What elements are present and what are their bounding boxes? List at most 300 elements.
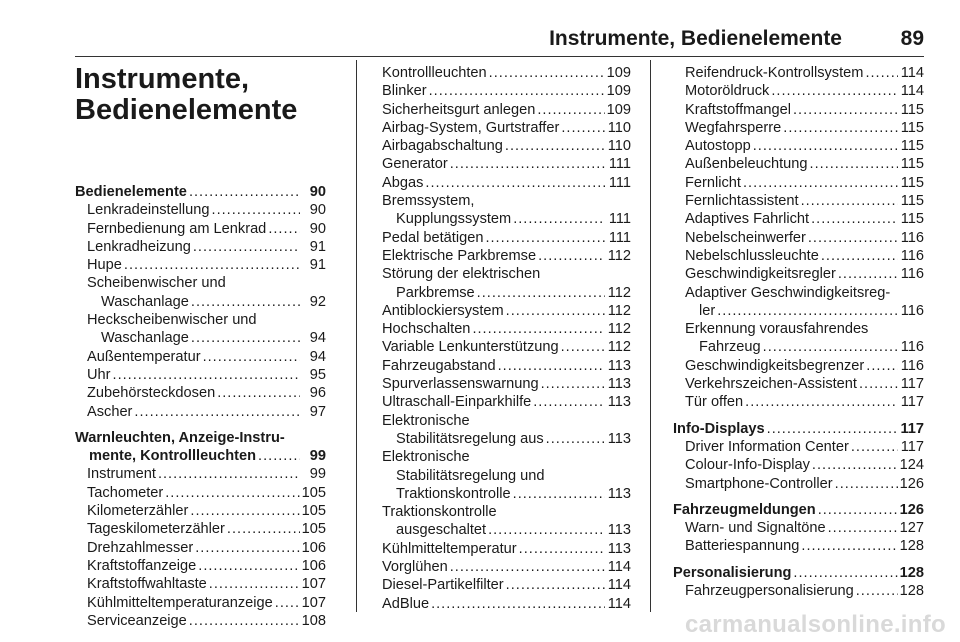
toc-entry[interactable] [673,582,924,600]
toc-entry-page: 111 [608,174,631,191]
toc-entry-label: Sicherheitsgurt anlegen [382,101,536,118]
toc-entry-label: Autostopp [685,138,751,155]
toc-entry-page: 105 [301,503,326,520]
dot-leader [498,357,605,375]
toc-entry-label: Serviceanzeige [87,612,187,629]
toc-entry-label: Abgas [382,174,424,191]
toc-entry-page: 116 [900,302,924,319]
dot-leader [793,564,897,582]
toc-entry-page: 107 [301,576,326,593]
dot-leader [429,82,605,100]
watermark: carmanualsonline.info [684,611,946,638]
toc-entry-page: 116 [900,229,924,246]
toc-entry[interactable] [673,537,924,555]
dot-leader [538,247,605,265]
toc-entry-page: 113 [607,430,631,447]
toc-entry-label: Ascher [87,403,133,420]
toc-entry-label: mente, Kontrollleuchten [89,448,257,465]
toc-entry-label: Tageskilometerzähler [87,521,225,538]
toc-entry-label: Drehzahlmesser [87,539,194,556]
toc-entry[interactable] [673,192,924,210]
toc-entry[interactable] [673,119,924,137]
dot-leader [209,575,300,593]
toc-entry[interactable] [75,465,326,483]
toc-entry-page: 126 [899,501,924,518]
toc-entry[interactable] [75,539,326,557]
toc-entry-label: AdBlue [382,595,430,612]
toc-entry[interactable] [673,456,924,474]
dot-leader [541,375,605,393]
toc-entry-list [673,64,924,600]
toc-entry-page: 106 [301,557,326,574]
column-divider [356,60,357,612]
toc-entry[interactable] [382,320,631,338]
toc-entry-label: Diesel-Partikelfilter [382,577,504,594]
toc-entry-label: Uhr [87,366,111,383]
dot-leader [821,247,898,265]
toc-entry[interactable] [673,174,924,192]
toc-entry[interactable] [382,540,631,558]
toc-entry[interactable] [382,412,631,449]
toc-entry[interactable] [673,519,924,537]
toc-entry[interactable] [382,302,631,320]
toc-entry-label: Stabilitätsregelung aus [396,430,544,447]
toc-entry-label: Nebelscheinwerfer [685,229,806,246]
chapter-title-line: Bedienelemente [75,94,298,126]
toc-entry-label: Außenbeleuchtung [685,156,808,173]
toc-entry-label: Verkehrszeichen-Assistent [685,376,857,393]
toc-entry-label: Instrument [87,466,156,483]
toc-entry-page: 116 [900,357,924,374]
toc-entry-page: 112 [607,321,631,338]
dot-leader [189,183,300,201]
dot-leader [425,174,605,192]
page-header [0,0,960,56]
toc-entry-label: Fernlichtassistent [685,193,799,210]
toc-entry-page: 126 [899,475,924,492]
toc-entry[interactable] [75,502,326,520]
dot-leader [808,229,898,247]
toc-entry-page: 94 [309,348,326,365]
toc-entry-label: Generator [382,156,448,173]
toc-entry-label: Adaptiver Geschwindigkeitsreg- [685,284,891,301]
dot-leader [158,465,300,483]
toc-entry[interactable] [673,82,924,100]
toc-entry-label: Ultraschall-Einparkhilfe [382,394,532,411]
toc-entry[interactable] [673,357,924,375]
toc-entry-label: Motoröldruck [685,83,770,100]
toc-entry-page: 112 [607,339,631,356]
toc-entry-page: 128 [899,538,924,555]
dot-leader [828,519,898,537]
toc-entry-label: Geschwindigkeitsbegrenzer [685,357,865,374]
toc-entry-page: 113 [607,485,631,502]
toc-entry-label: Kraftstoffwahltaste [87,576,207,593]
toc-entry-label: Tachometer [87,484,164,501]
toc-entry[interactable] [382,229,631,247]
toc-entry-page: 111 [608,211,631,228]
toc-entry-page: 117 [900,376,924,393]
toc-entry[interactable] [75,274,326,311]
toc-entry-page: 94 [309,330,326,347]
toc-entry-page: 112 [607,247,631,264]
dot-leader [217,384,300,402]
toc-entry-page: 105 [301,484,326,501]
toc-entry[interactable] [75,520,326,538]
toc-entry-label: Geschwindigkeitsregler [685,266,836,283]
dot-leader [505,137,605,155]
toc-entry-page: 127 [899,520,924,537]
toc-entry-label: Pedal betätigen [382,229,484,246]
toc-entry-page: 114 [607,559,631,576]
dot-leader [189,612,300,630]
toc-entry-label: Hupe [87,257,122,274]
toc-entry-label: Fernbedienung am Lenkrad [87,220,267,237]
toc-entry-label: Colour-Info-Display [685,457,810,474]
dot-leader [506,302,605,320]
toc-entry-label: Spurverlassenswarnung [382,376,539,393]
toc-entry-label: Bremssystem, [382,193,475,210]
toc-entry-label: Bedienelemente [75,184,187,200]
toc-entry-page: 112 [607,284,631,301]
toc-entry[interactable] [673,501,924,519]
toc-entry[interactable] [75,575,326,593]
toc-entry[interactable] [75,348,326,366]
toc-entry-page: 116 [900,247,924,264]
toc-entry[interactable] [75,256,326,274]
toc-entry-page: 111 [608,229,631,246]
toc-entry-label: Fahrzeug [699,339,761,356]
toc-entry[interactable] [382,576,631,594]
toc-column-2 [382,64,631,613]
toc-entry[interactable] [382,595,631,613]
toc-entry-page: 116 [900,339,924,356]
toc-entry-label: ler [699,302,716,319]
toc-entry[interactable] [75,183,326,201]
dot-leader [165,484,299,502]
toc-entry[interactable] [75,403,326,421]
toc-entry-label: Elektrische Parkbremse [382,247,537,264]
dot-leader [801,192,898,210]
dot-leader [537,101,604,119]
toc-entry[interactable] [382,558,631,576]
toc-entry-label: Kraftstoffmangel [685,101,791,118]
toc-entry[interactable] [382,393,631,411]
dot-leader [113,366,300,384]
dot-leader [801,537,897,555]
running-title: Instrumente, Bedienelemente [549,27,842,50]
toc-entry[interactable] [75,484,326,502]
dot-leader [124,256,300,274]
dot-leader [513,210,605,228]
toc-entry-page: 115 [900,138,924,155]
toc-entry-label: Personalisierung [673,564,792,581]
dot-leader [783,119,898,137]
toc-entry-list [75,183,326,630]
toc-entry-label: Kontrollleuchten [382,65,487,81]
toc-entry-page: 111 [608,156,631,173]
toc-entry-page: 90 [309,220,326,237]
toc-entry-page: 117 [900,394,924,411]
toc-entry-label: Driver Information Center [685,438,849,455]
page-number: 89 [900,27,924,50]
toc-entry-label: Airbag-System, Gurtstraffer [382,119,560,136]
toc-entry[interactable] [673,393,924,411]
dot-leader [818,501,898,519]
toc-entry-label: Zubehörsteckdosen [87,385,216,402]
toc-entry-label: ausgeschaltet [396,522,487,539]
dot-leader [812,456,898,474]
toc-entry-page: 115 [900,211,924,228]
toc-entry-page: 115 [900,156,924,173]
toc-entry-label: Waschanlage [101,330,189,347]
dot-leader [771,82,898,100]
toc-entry-page: 109 [606,65,631,81]
toc-entry-page: 114 [607,595,631,612]
toc-entry[interactable] [75,429,326,466]
toc-entry-label: Störung der elektrischen [382,266,541,283]
chapter-title [75,64,326,126]
toc-entry-page: 112 [607,302,631,319]
toc-entry[interactable] [75,220,326,238]
dot-leader [856,582,898,600]
toc-entry-page: 113 [607,376,631,393]
toc-entry-page: 115 [900,119,924,136]
toc-entry-label: Fahrzeugmeldungen [673,501,816,518]
toc-entry-page: 95 [309,366,326,383]
toc-entry-label: Kühlmitteltemperaturanzeige [87,594,273,611]
dot-leader [203,348,300,366]
toc-entry[interactable] [382,192,631,229]
toc-entry[interactable] [75,557,326,575]
toc-column-1 [75,64,326,630]
toc-entry-label: Warnleuchten, Anzeige-Instru- [75,429,285,446]
toc-entry[interactable] [382,503,631,540]
dot-leader [450,155,605,173]
toc-column-3 [673,64,924,600]
toc-entry-page: 114 [900,65,924,81]
dot-leader [810,155,898,173]
toc-entry[interactable] [382,174,631,192]
dot-leader [745,393,898,411]
toc-entry-label: Airbagabschaltung [382,138,503,155]
dot-leader [793,101,898,119]
toc-entry-page: 115 [900,174,924,191]
toc-entry[interactable] [382,64,631,82]
toc-entry-label: Traktionskontrolle [382,504,497,521]
toc-entry[interactable] [673,210,924,228]
toc-entry-page: 115 [900,101,924,118]
dot-leader [258,447,300,465]
dot-leader [866,357,898,375]
toc-entry[interactable] [382,82,631,100]
toc-entry-label: Fahrzeugpersonalisierung [685,583,854,600]
toc-entry[interactable] [673,438,924,456]
dot-leader [763,338,898,356]
toc-entry[interactable] [75,366,326,384]
dot-leader [561,338,605,356]
toc-entry[interactable] [673,229,924,247]
dot-leader [477,284,605,302]
toc-entry-label: Blinker [382,83,427,100]
toc-entry-page: 91 [309,238,326,255]
toc-entry[interactable] [673,320,924,357]
dot-leader [275,594,300,612]
toc-entry[interactable] [673,284,924,321]
toc-entry[interactable] [673,155,924,173]
toc-entry[interactable] [382,338,631,356]
toc-entry-label: Hochschalten [382,321,471,338]
toc-entry-label: Erkennung vorausfahrendes [685,321,869,338]
toc-entry-label: Traktionskontrolle [396,485,511,502]
dot-leader [193,238,300,256]
toc-entry-label: Fahrzeugabstand [382,357,496,374]
toc-entry[interactable] [673,475,924,493]
toc-entry-page: 109 [606,101,631,118]
toc-entry-label: Lenkradeinstellung [87,202,210,219]
dot-leader [191,329,300,347]
toc-entry-label: Parkbremse [396,284,475,301]
toc-entry-page: 115 [900,193,924,210]
toc-entry-label: Batteriespannung [685,538,800,555]
toc-entry[interactable] [75,201,326,219]
dot-leader [851,438,898,456]
toc-entry[interactable] [673,101,924,119]
dot-leader [546,430,605,448]
toc-entry-page: 128 [899,583,924,600]
toc-entry[interactable] [382,357,631,375]
toc-entry[interactable] [673,137,924,155]
toc-entry-page: 92 [309,293,326,310]
chapter-title-line: Instrumente, [75,63,250,95]
toc-entry[interactable] [673,265,924,283]
toc-entry-page: 99 [309,448,326,465]
toc-entry[interactable] [382,119,631,137]
toc-entry[interactable] [75,311,326,348]
toc-entry-page: 124 [899,457,924,474]
dot-leader [533,393,605,411]
toc-entry-label: Vorglühen [382,559,448,576]
dot-leader [489,64,605,82]
toc-entry-label: Variable Lenkunterstützung [382,339,559,356]
toc-entry[interactable] [75,384,326,402]
toc-entry[interactable] [75,594,326,612]
toc-entry-page: 97 [309,403,326,420]
toc-entry[interactable] [673,420,924,438]
toc-entry-label: Heckscheibenwischer und [87,312,257,329]
toc-entry-page: 113 [607,522,631,539]
toc-entry-page: 114 [607,577,631,594]
dot-leader [485,229,605,247]
dot-leader [227,520,300,538]
toc-entry-label: Adaptives Fahrlicht [685,211,810,228]
dot-leader [838,265,898,283]
dot-leader [561,119,605,137]
dot-leader [268,220,300,238]
toc-entry-label: Außentemperatur [87,348,201,365]
toc-entry-page: 90 [309,184,326,200]
toc-entry[interactable] [382,155,631,173]
toc-entry-label: Stabilitätsregelung und [396,467,545,484]
dot-leader [717,302,898,320]
toc-entry-label: Elektronische [382,449,470,466]
toc-entry-label: Scheibenwischer und [87,275,226,292]
toc-entry-label: Warn- und Signaltöne [685,520,826,537]
toc-entry[interactable] [382,448,631,503]
toc-entry-page: 117 [900,420,924,437]
toc-entry-label: Wegfahrsperre [685,119,782,136]
dot-leader [513,485,605,503]
dot-leader [450,558,605,576]
toc-entry-page: 99 [309,466,326,483]
dot-leader [865,64,898,82]
toc-entry-label: Kilometerzähler [87,503,189,520]
toc-entry-page: 110 [607,119,631,136]
toc-entry-label: Kraftstoffanzeige [87,557,197,574]
header-rule [75,56,924,57]
toc-entry-page: 106 [301,539,326,556]
dot-leader [191,293,300,311]
dot-leader [743,174,898,192]
toc-entry-page: 105 [301,521,326,538]
toc-entry[interactable] [673,375,924,393]
toc-entry-page: 108 [301,612,326,629]
toc-entry[interactable] [75,238,326,256]
dot-leader [198,557,299,575]
toc-entry-label: Info-Displays [673,420,765,437]
toc-entry[interactable] [382,101,631,119]
toc-entry[interactable] [382,375,631,393]
toc-entry-label: Kühlmitteltemperatur [382,540,517,557]
dot-leader [190,502,299,520]
toc-entry[interactable] [382,265,631,302]
toc-entry-label: Waschanlage [101,293,189,310]
toc-entry-page: 91 [309,257,326,274]
toc-entry[interactable] [673,247,924,265]
toc-entry-page: 117 [900,438,924,455]
toc-entry-page: 113 [607,540,631,557]
toc-entry[interactable] [382,247,631,265]
dot-leader [472,320,605,338]
dot-leader [431,595,605,613]
toc-entry-label: Fernlicht [685,174,741,191]
toc-entry-label: Kupplungssystem [396,211,512,228]
toc-entry[interactable] [673,64,924,82]
toc-entry[interactable] [382,137,631,155]
toc-entry-label: Smartphone-Controller [685,475,833,492]
dot-leader [506,576,605,594]
toc-entry-label: Lenkradheizung [87,238,191,255]
toc-entry-page: 113 [607,394,631,411]
toc-entry-page: 96 [309,385,326,402]
dot-leader [811,210,898,228]
dot-leader [195,539,299,557]
toc-entry-label: Tür offen [685,394,744,411]
toc-entry[interactable] [75,612,326,630]
dot-leader [835,475,898,493]
toc-entry-label: Elektronische [382,412,470,429]
toc-entry-page: 109 [606,83,631,100]
dot-leader [753,137,898,155]
column-divider [650,60,651,612]
toc-entry[interactable] [673,564,924,582]
toc-entry-list [382,64,631,613]
toc-entry-page: 110 [607,138,631,155]
dot-leader [134,403,300,421]
toc-entry-label: Reifendruck-Kontrollsystem [685,65,864,81]
toc-entry-page: 107 [301,594,326,611]
toc-entry-page: 90 [309,202,326,219]
